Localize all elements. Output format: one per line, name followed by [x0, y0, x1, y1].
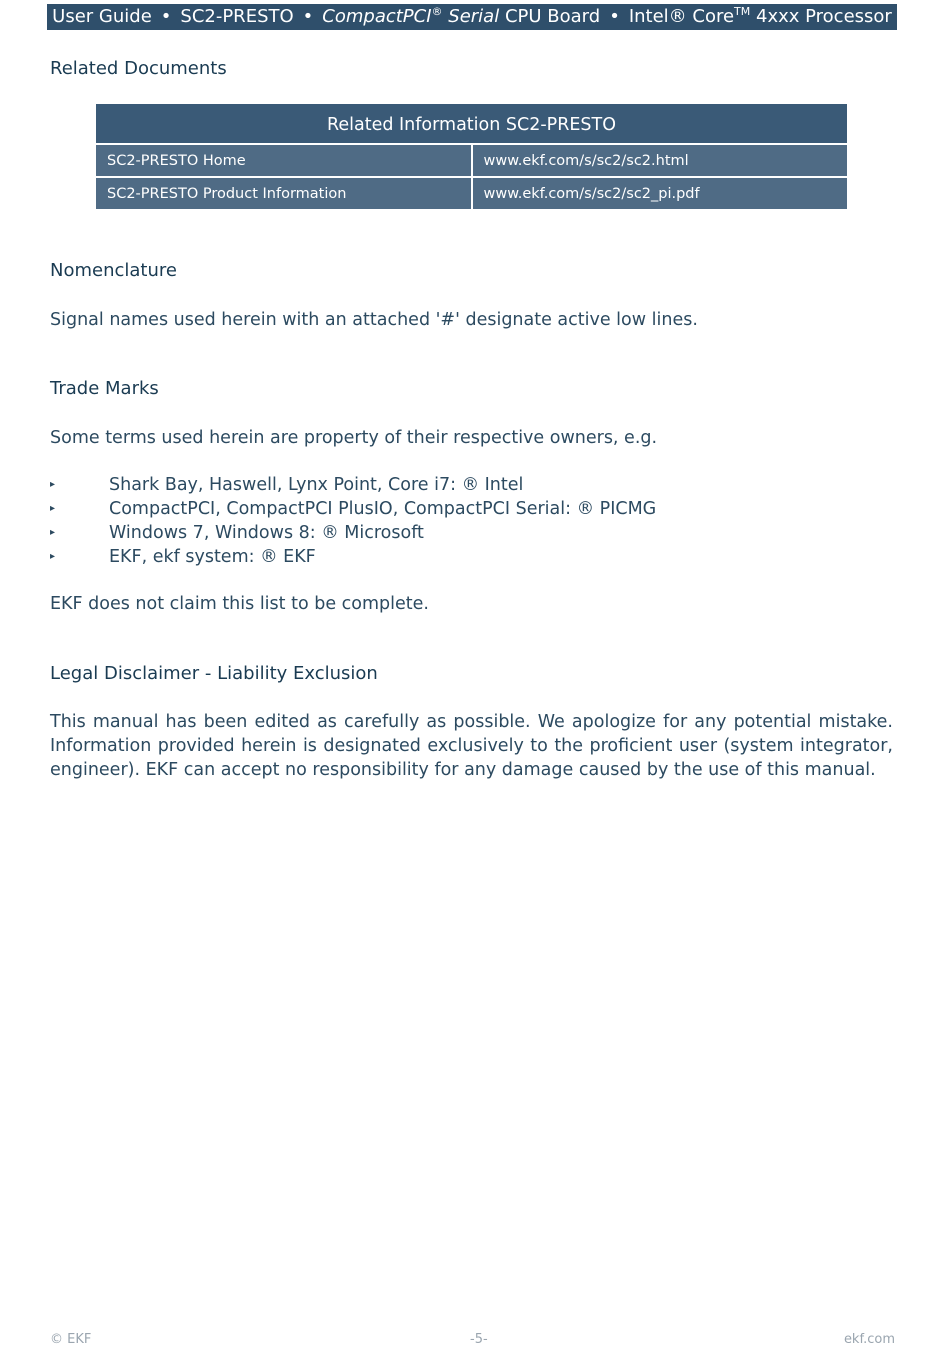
table-cell-label: SC2-PRESTO Home: [96, 144, 472, 177]
header-guide: User Guide: [52, 6, 152, 27]
related-table-title: Related Information SC2-PRESTO: [96, 104, 847, 144]
trade-marks-note: EKF does not claim this list to be complete.: [50, 594, 429, 614]
header-serial: Serial: [448, 6, 500, 27]
trade-marks-heading: Trade Marks: [50, 378, 159, 399]
header-cpci: CompactPCI: [322, 6, 432, 27]
legal-disclaimer-text: This manual has been edited as carefully as possible. We apologize for any potential mistake. Information provided herein is designated exclusively to the proficient user (system integrator, engineer). EKF can accept no responsibility for any damage caused by the use of this manual.: [50, 712, 893, 780]
bullet-icon: ▸: [50, 503, 56, 514]
table-cell-link[interactable]: www.ekf.com/s/sc2/sc2_pi.pdf: [472, 177, 848, 209]
list-item-text: Shark Bay, Haswell, Lynx Point, Core i7: ® Intel: [109, 475, 524, 495]
related-information-table: [96, 104, 847, 209]
header-registered-mark: ®: [431, 5, 443, 18]
list-item-text: EKF, ekf system: ® EKF: [109, 547, 316, 567]
header-separator: •: [160, 6, 172, 27]
header-product: SC2-PRESTO: [180, 6, 294, 27]
table-cell-label: SC2-PRESTO Product Information: [96, 177, 472, 209]
list-item: [50, 521, 656, 545]
trade-marks-list: [50, 473, 656, 569]
related-documents-heading: Related Documents: [50, 58, 227, 79]
list-item: [50, 545, 656, 569]
header-separator: •: [302, 6, 314, 27]
nomenclature-text: Signal names used herein with an attached '#' designate active low lines.: [50, 310, 698, 330]
header-processor-family: [629, 4, 892, 30]
list-item-text: Windows 7, Windows 8: ® Microsoft: [109, 523, 424, 543]
footer-page-number: -5-: [470, 1332, 488, 1347]
table-row: [96, 144, 847, 177]
table-row: [96, 177, 847, 209]
header-board: CPU Board: [504, 6, 601, 27]
table-cell-link[interactable]: www.ekf.com/s/sc2/sc2.html: [472, 144, 848, 177]
header-product-family: [322, 4, 600, 30]
header-processor: 4xxx Processor: [756, 6, 892, 27]
footer-website: ekf.com: [843, 1332, 895, 1347]
page-header-bar: [47, 4, 897, 30]
trade-marks-intro: Some terms used herein are property of their respective owners, e.g.: [50, 428, 658, 448]
header-trademark: TM: [734, 5, 751, 18]
bullet-icon: ▸: [50, 479, 56, 490]
list-item: [50, 473, 656, 497]
footer-copyright: © EKF: [50, 1332, 92, 1347]
header-separator: •: [609, 6, 620, 27]
list-item-text: CompactPCI, CompactPCI PlusIO, CompactPCI Serial: ® PICMG: [109, 499, 657, 519]
bullet-icon: ▸: [50, 551, 56, 562]
list-item: [50, 497, 656, 521]
nomenclature-heading: Nomenclature: [50, 260, 177, 281]
legal-disclaimer-heading: Legal Disclaimer - Liability Exclusion: [50, 663, 378, 684]
header-intel: Intel® Core: [628, 6, 735, 27]
bullet-icon: ▸: [50, 527, 56, 538]
